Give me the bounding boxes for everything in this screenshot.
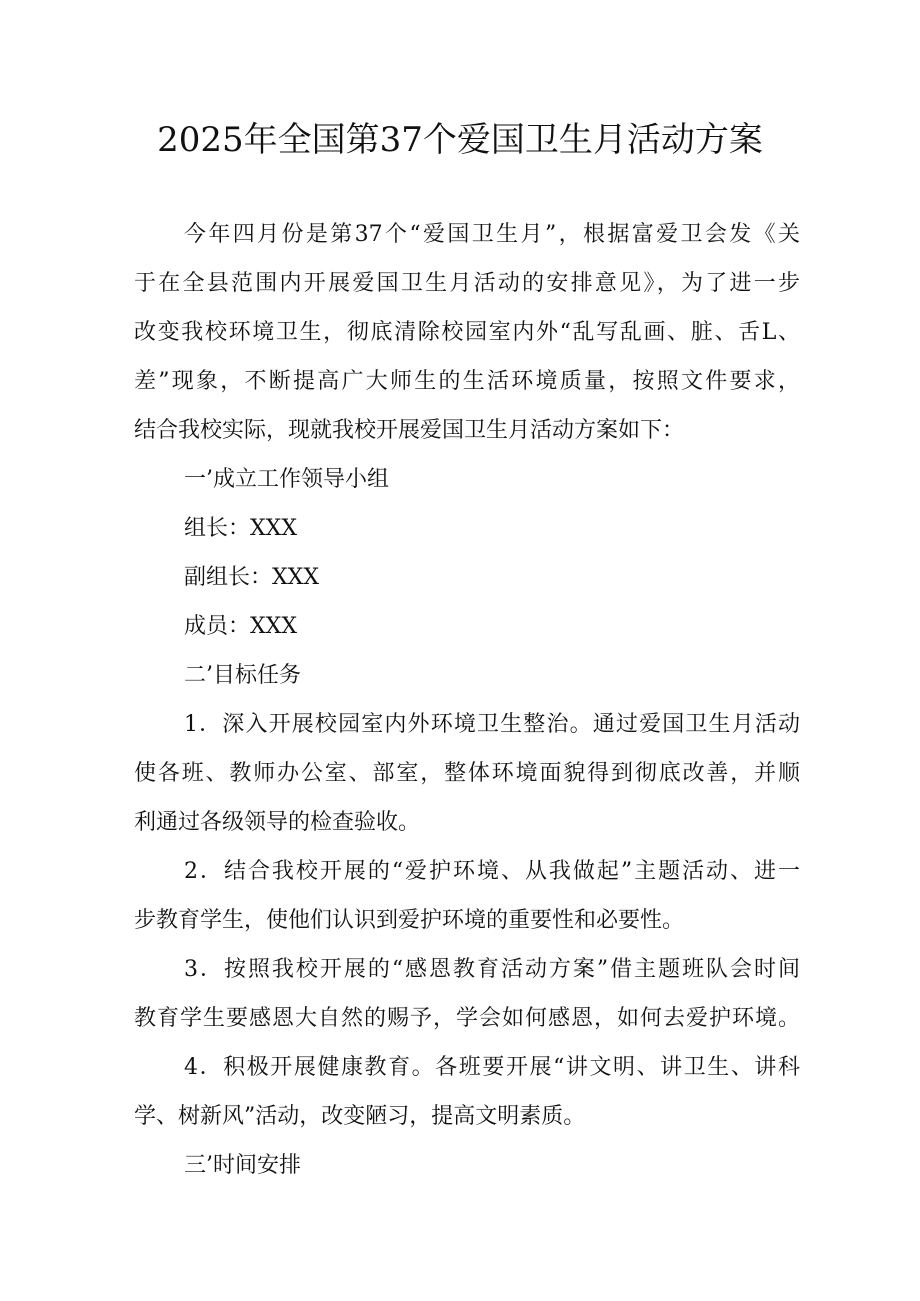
goal-1-line-1: 1．深入开展校园室内外环境卫生整治。通过爱国卫生月活动 [184, 712, 800, 737]
goal-1-line-2: 使各班、教师办公室、部室，整体环境面貌得到彻底改善，并顺 [134, 761, 800, 786]
goal-3-line-2: 教育学生要感恩大自然的赐予，学会如何感恩，如何去爱护环境。 [134, 1006, 800, 1031]
section-heading-leadership: 一’成立工作领导小组 [184, 467, 389, 492]
deputy-leader-line: 副组长：XXX [184, 565, 319, 590]
document-body [134, 210, 800, 1190]
goal-1-line-3: 利通过各级领导的检查验收。 [134, 810, 421, 835]
goal-4-line-1: 4．积极开展健康教育。各班要开展“讲文明、讲卫生、讲科 [184, 1055, 800, 1080]
section-heading-goals: 二’目标任务 [184, 663, 301, 688]
goal-3-line-1: 3．按照我校开展的“感恩教育活动方案”借主题班队会时间 [184, 957, 800, 982]
paragraph-intro-line-3: 改变我校环境卫生，彻底清除校园室内外“乱写乱画、脏、舌L、 [134, 320, 800, 345]
document-title: 2025年全国第37个爱国卫生月活动方案 [157, 120, 763, 160]
section-heading-schedule: 三’时间安排 [184, 1153, 301, 1178]
paragraph-intro-line-4: 差”现象，不断提高广大师生的生活环境质量，按照文件要求， [134, 369, 800, 394]
paragraph-intro-line-5: 结合我校实际，现就我校开展爱国卫生月活动方案如下： [134, 418, 685, 443]
members-line: 成员：XXX [184, 614, 297, 639]
paragraph-intro-line-2: 于在全县范围内开展爱国卫生月活动的安排意见》，为了进一步 [134, 271, 800, 296]
goal-4-line-2: 学、树新风”活动，改变陋习，提高文明素质。 [134, 1104, 586, 1129]
leader-line: 组长：XXX [184, 516, 297, 541]
goal-2-line-2: 步教育学生，使他们认识到爱护环境的重要性和必要性。 [134, 908, 685, 933]
goal-2-line-1: 2．结合我校开展的“爱护环境、从我做起”主题活动、进一 [184, 859, 800, 884]
paragraph-intro-line-1: 今年四月份是第37个“爱国卫生月”，根据富爱卫会发《关 [184, 222, 800, 247]
